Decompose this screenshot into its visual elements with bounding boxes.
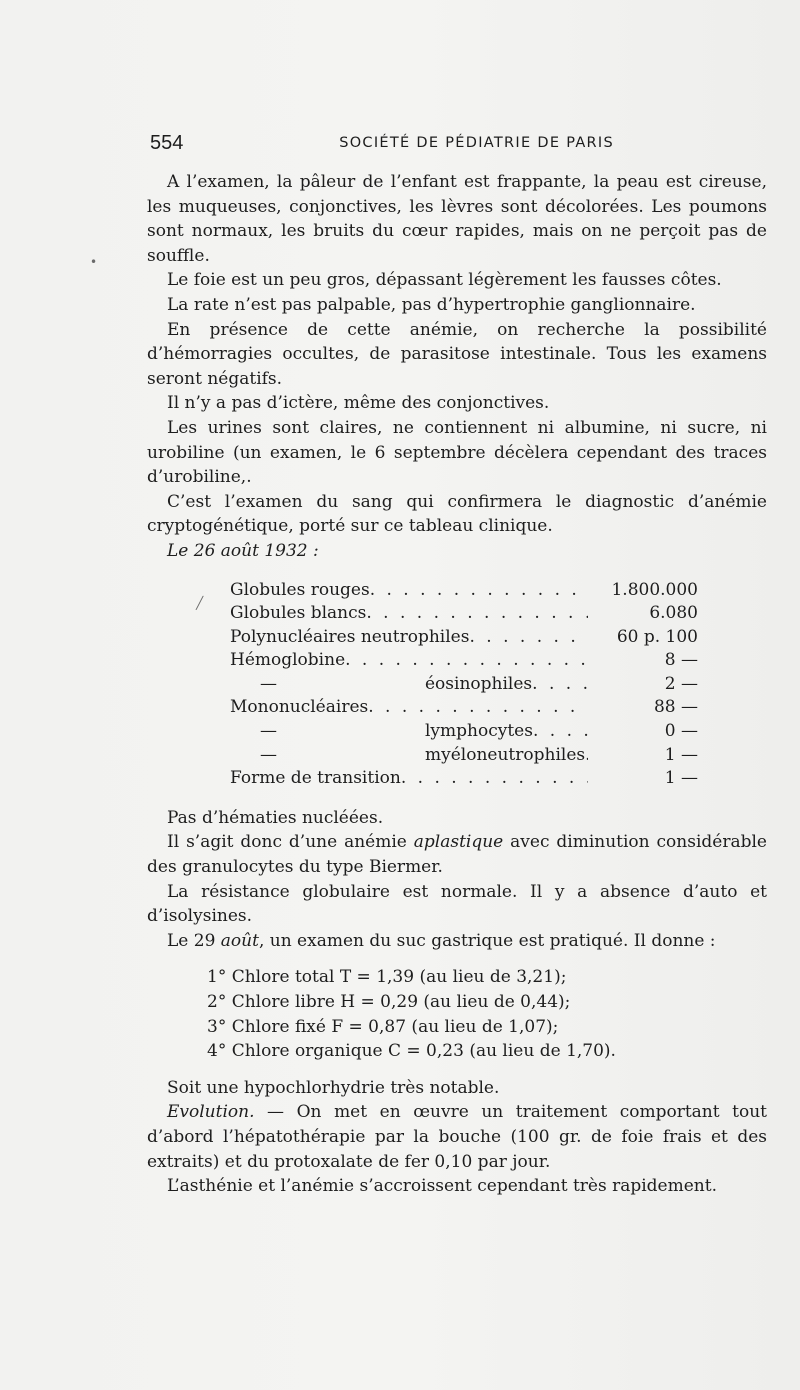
blood-count-row: [230, 649, 698, 673]
list-item: 2° Chlore libre H = 0,29 (au lieu de 0,44);: [207, 992, 571, 1012]
blood-count-table: [230, 579, 698, 791]
gastric-results-list: [207, 965, 767, 1063]
row-value: 2 —: [664, 673, 698, 694]
blood-count-row: [230, 744, 698, 768]
margin-mark: ╱: [196, 596, 204, 610]
list-item: 1° Chlore total T = 1,39 (au lieu de 3,21);: [207, 967, 567, 988]
date-line: Le 26 août 1932 :: [167, 540, 319, 561]
paragraph: Pas d’hématies nucléées.: [167, 807, 384, 828]
paragraph: C’est l’examen du sang qui confirmera le diagnostic d’anémie cryptogénétique, porté sur ce tableau clinique.: [147, 491, 767, 537]
row-value: 1.800.000: [611, 579, 698, 600]
ditto-dash: —: [260, 673, 277, 694]
blood-count-row: [230, 579, 698, 603]
body-text: [147, 170, 767, 1199]
blood-count-row: [230, 673, 698, 697]
row-label: Forme de transition: [230, 768, 401, 789]
row-label: myéloneutrophiles: [425, 744, 586, 765]
row-label: lymphocytes: [425, 721, 533, 742]
row-value: 1 —: [664, 744, 698, 765]
paragraph: En présence de cette anémie, on recherche la possibilité d’hémorragies occultes, de parasitose intestinale. Tous les examens seront négatifs.: [147, 319, 767, 389]
row-label: Mononucléaires: [230, 697, 369, 718]
page-header: [150, 132, 614, 156]
blood-count-row: [230, 720, 698, 744]
row-label: Globules blancs: [230, 603, 367, 624]
ditto-dash: —: [260, 744, 277, 765]
section-label: Evolution.: [167, 1102, 255, 1123]
paragraph: Evolution. — On met en œuvre un traitement comportant tout d’abord l’hépatothérapie par la bouche (100 gr. de foie frais et des extraits) et du protoxalate de fer 0,10 par jour.: [147, 1102, 767, 1172]
blood-count-row: [230, 696, 698, 720]
emphasis: aplastique: [413, 832, 504, 853]
row-label: Globules rouges: [230, 579, 370, 600]
row-value: 6.080: [649, 603, 698, 624]
paragraph: Il n’y a pas d’ictère, même des conjonctives.: [167, 393, 550, 414]
list-item: 4° Chlore organique C = 0,23 (au lieu de 1,70).: [207, 1041, 616, 1062]
emphasis: août: [220, 930, 259, 951]
row-label: Polynucléaires neutrophiles: [230, 626, 470, 647]
blood-count-row: [230, 602, 698, 626]
running-title: SOCIÉTÉ DE PÉDIATRIE DE PARIS: [339, 135, 614, 151]
paragraph: A l’examen, la pâleur de l’enfant est frappante, la peau est cireuse, les muqueuses, conjonctives, les lèvres sont décolorées. Les poumons sont normaux, les bruits du cœur rapides, mais on ne perçoit pas de souffle.: [147, 172, 767, 266]
row-value: 88 —: [653, 697, 698, 718]
paragraph: Soit une hypochlorhydrie très notable.: [167, 1077, 500, 1098]
row-value: 8 —: [664, 650, 698, 671]
paragraph: Les urines sont claires, ne contiennent ni albumine, ni sucre, ni urobiline (un examen, le 6 septembre décèlera cependant des traces d’urobiline,.: [147, 417, 767, 488]
paragraph: Il s’agit donc d’une anémie aplastique avec diminution considérable des granulocytes du type Biermer.: [147, 832, 767, 878]
row-label: Hémoglobine: [230, 650, 346, 671]
blood-count-row: [230, 767, 698, 791]
ditto-dash: —: [260, 721, 277, 742]
paragraph: La résistance globulaire est normale. Il y a absence d’auto et d’isolysines.: [147, 881, 767, 927]
paragraph: Le 29 août, un examen du suc gastrique est pratiqué. Il donne :: [167, 930, 716, 951]
paragraph: Le foie est un peu gros, dépassant légèrement les fausses côtes.: [167, 270, 722, 291]
page-number: 554: [150, 132, 184, 154]
blood-count-row: [230, 626, 698, 650]
row-label: éosinophiles: [425, 673, 533, 694]
row-value: 60 p. 100: [616, 626, 698, 647]
margin-mark: •: [90, 255, 98, 269]
row-value: 0 —: [664, 721, 698, 742]
paragraph: La rate n’est pas palpable, pas d’hypertrophie ganglionnaire.: [167, 294, 696, 315]
row-value: 1 —: [664, 768, 698, 789]
paragraph: L’asthénie et l’anémie s’accroissent cependant très rapidement.: [167, 1176, 717, 1197]
list-item: 3° Chlore fixé F = 0,87 (au lieu de 1,07);: [207, 1016, 559, 1037]
